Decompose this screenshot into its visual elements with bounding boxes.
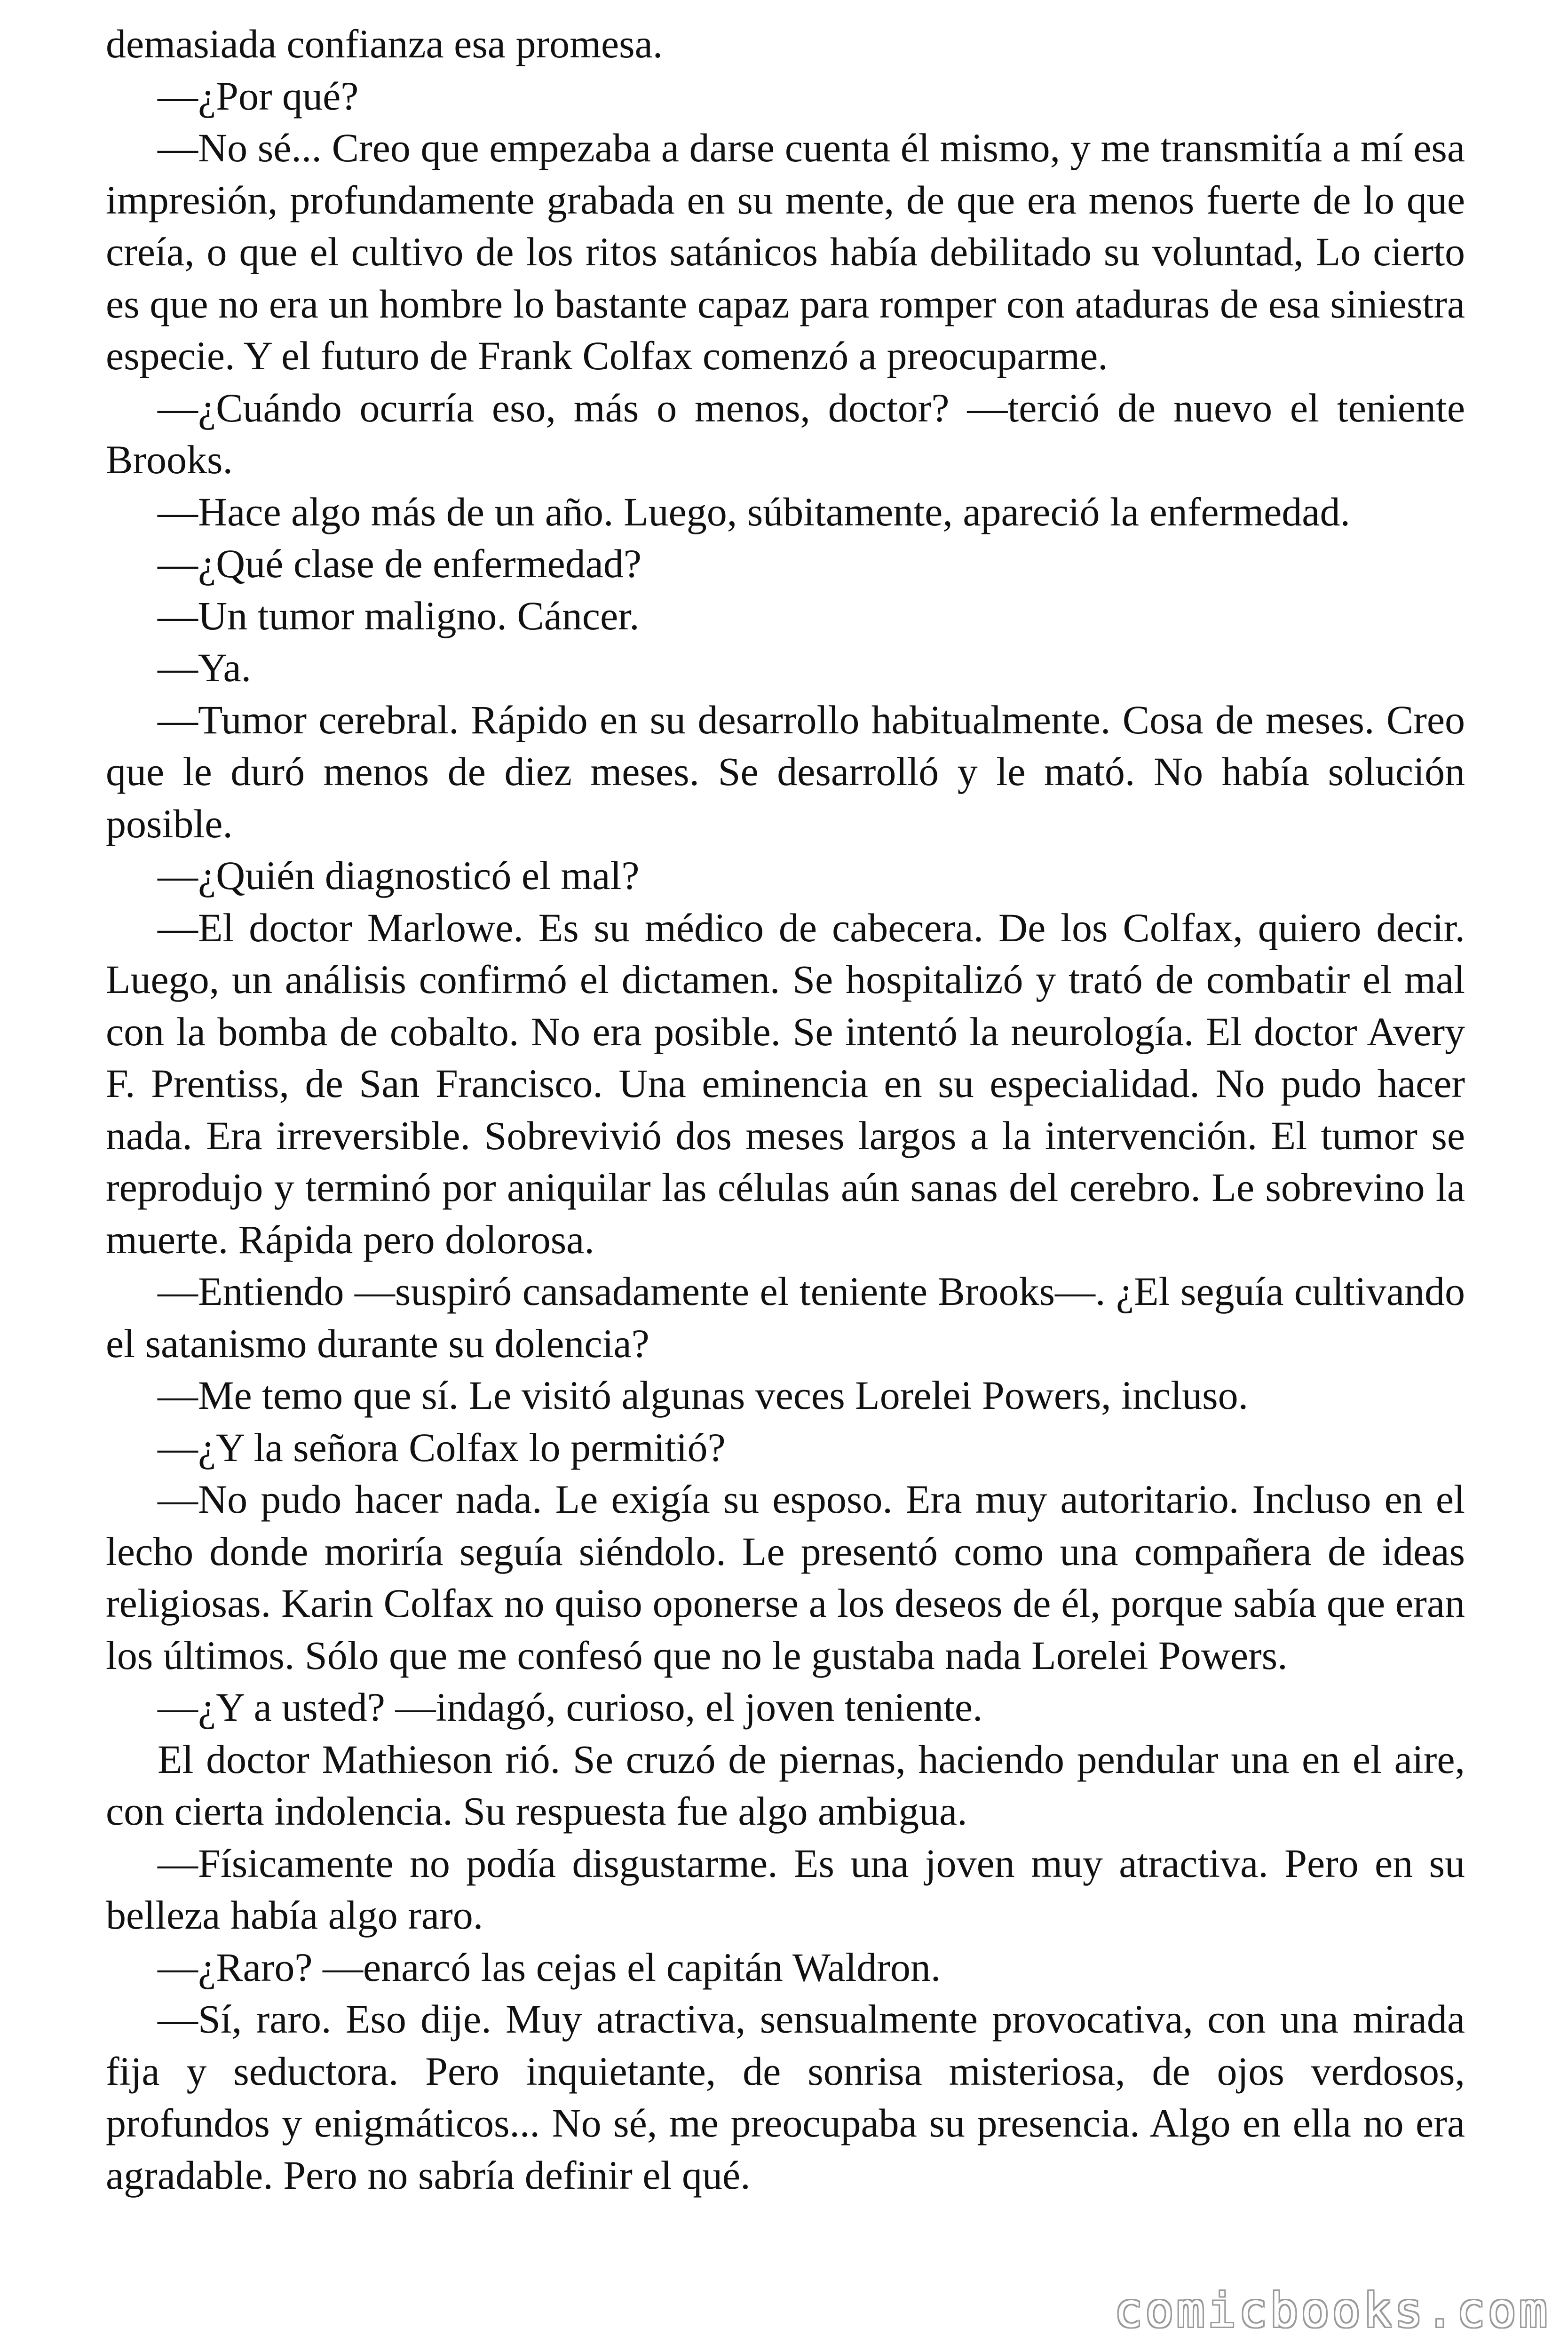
paragraph: —¿Quién diagnosticó el mal? bbox=[158, 853, 640, 898]
paragraph: —¿Qué clase de enfermedad? bbox=[158, 541, 642, 586]
paragraph: —¿Y la señora Colfax lo permitió? bbox=[158, 1424, 726, 1470]
paragraph: —Ya. bbox=[158, 645, 252, 690]
paragraph: —No sé... Creo que empezaba a darse cuenta él mismo, y me transmitía a mí esa impresión, profundamente grabada en su mente, de que era menos fuerte de lo que creía, o que el cultivo de los ritos satánicos había debilitado su voluntad, Lo cierto es que no era un hombre lo bastante capaz para romper con ataduras de esa siniestra especie. Y el futuro de Frank Colfax comenzó a preocuparme. bbox=[106, 125, 1465, 378]
paragraph: —Entiendo —suspiró cansadamente el teniente Brooks—. ¿El seguía cultivando el satanismo durante su dolencia? bbox=[106, 1269, 1465, 1366]
watermark: comicbooks.com bbox=[1114, 2283, 1550, 2338]
paragraph: —No pudo hacer nada. Le exigía su esposo. Era muy autoritario. Incluso en el lecho donde moriría seguía siéndolo. Le presentó como una compañera de ideas religiosas. Karin Colfax no quiso oponerse a los deseos de él, porque sabía que eran los últimos. Sólo que me confesó que no le gustaba nada Lorelei Powers. bbox=[106, 1477, 1465, 1678]
paragraph: —Un tumor maligno. Cáncer. bbox=[158, 593, 640, 638]
paragraph: —¿Raro? —enarcó las cejas el capitán Waldron. bbox=[158, 1944, 941, 1990]
paragraph: —¿Y a usted? —indagó, curioso, el joven teniente. bbox=[158, 1685, 983, 1730]
paragraph: —El doctor Marlowe. Es su médico de cabecera. De los Colfax, quiero decir. Luego, un análisis confirmó el dictamen. Se hospitalizó y trató de combatir el mal con la bomba de cobalto. No era posible. Se intentó la neurología. El doctor Avery F. Prentiss, de San Francisco. Una eminencia en su especialidad. No pudo hacer nada. Era irreversible. Sobrevivió dos meses largos a la intervención. El tumor se reprodujo y terminó por aniquilar las células aún sanas del cerebro. Le sobrevino la muerte. Rápida pero dolorosa. bbox=[106, 905, 1465, 1262]
paragraph: —Tumor cerebral. Rápido en su desarrollo habitualmente. Cosa de meses. Creo que le duró menos de diez meses. Se desarrolló y le mató. No había solución posible. bbox=[106, 697, 1465, 846]
text-column bbox=[106, 18, 1465, 2201]
paragraph: —Hace algo más de un año. Luego, súbitamente, apareció la enfermedad. bbox=[158, 489, 1350, 534]
paragraph: —Me temo que sí. Le visitó algunas veces Lorelei Powers, incluso. bbox=[158, 1373, 1249, 1418]
paragraph: —¿Cuándo ocurría eso, más o menos, doctor? —terció de nuevo el teniente Brooks. bbox=[106, 385, 1465, 482]
paragraph: —Sí, raro. Eso dije. Muy atractiva, sensualmente provocativa, con una mirada fija y seductora. Pero inquietante, de sonrisa misteriosa, de ojos verdosos, profundos y enigmáticos... No sé, me preocupaba su presencia. Algo en ella no era agradable. Pero no sabría definir el qué. bbox=[106, 1996, 1465, 2198]
paragraph: —Físicamente no podía disgustarme. Es una joven muy atractiva. Pero en su belleza había algo raro. bbox=[106, 1840, 1465, 1938]
paragraph-continuation: demasiada confianza esa promesa. bbox=[106, 21, 663, 66]
paragraph: —¿Por qué? bbox=[158, 73, 359, 119]
paragraph: El doctor Mathieson rió. Se cruzó de piernas, haciendo pendular una en el aire, con cierta indolencia. Su respuesta fue algo ambigua. bbox=[106, 1736, 1465, 1834]
